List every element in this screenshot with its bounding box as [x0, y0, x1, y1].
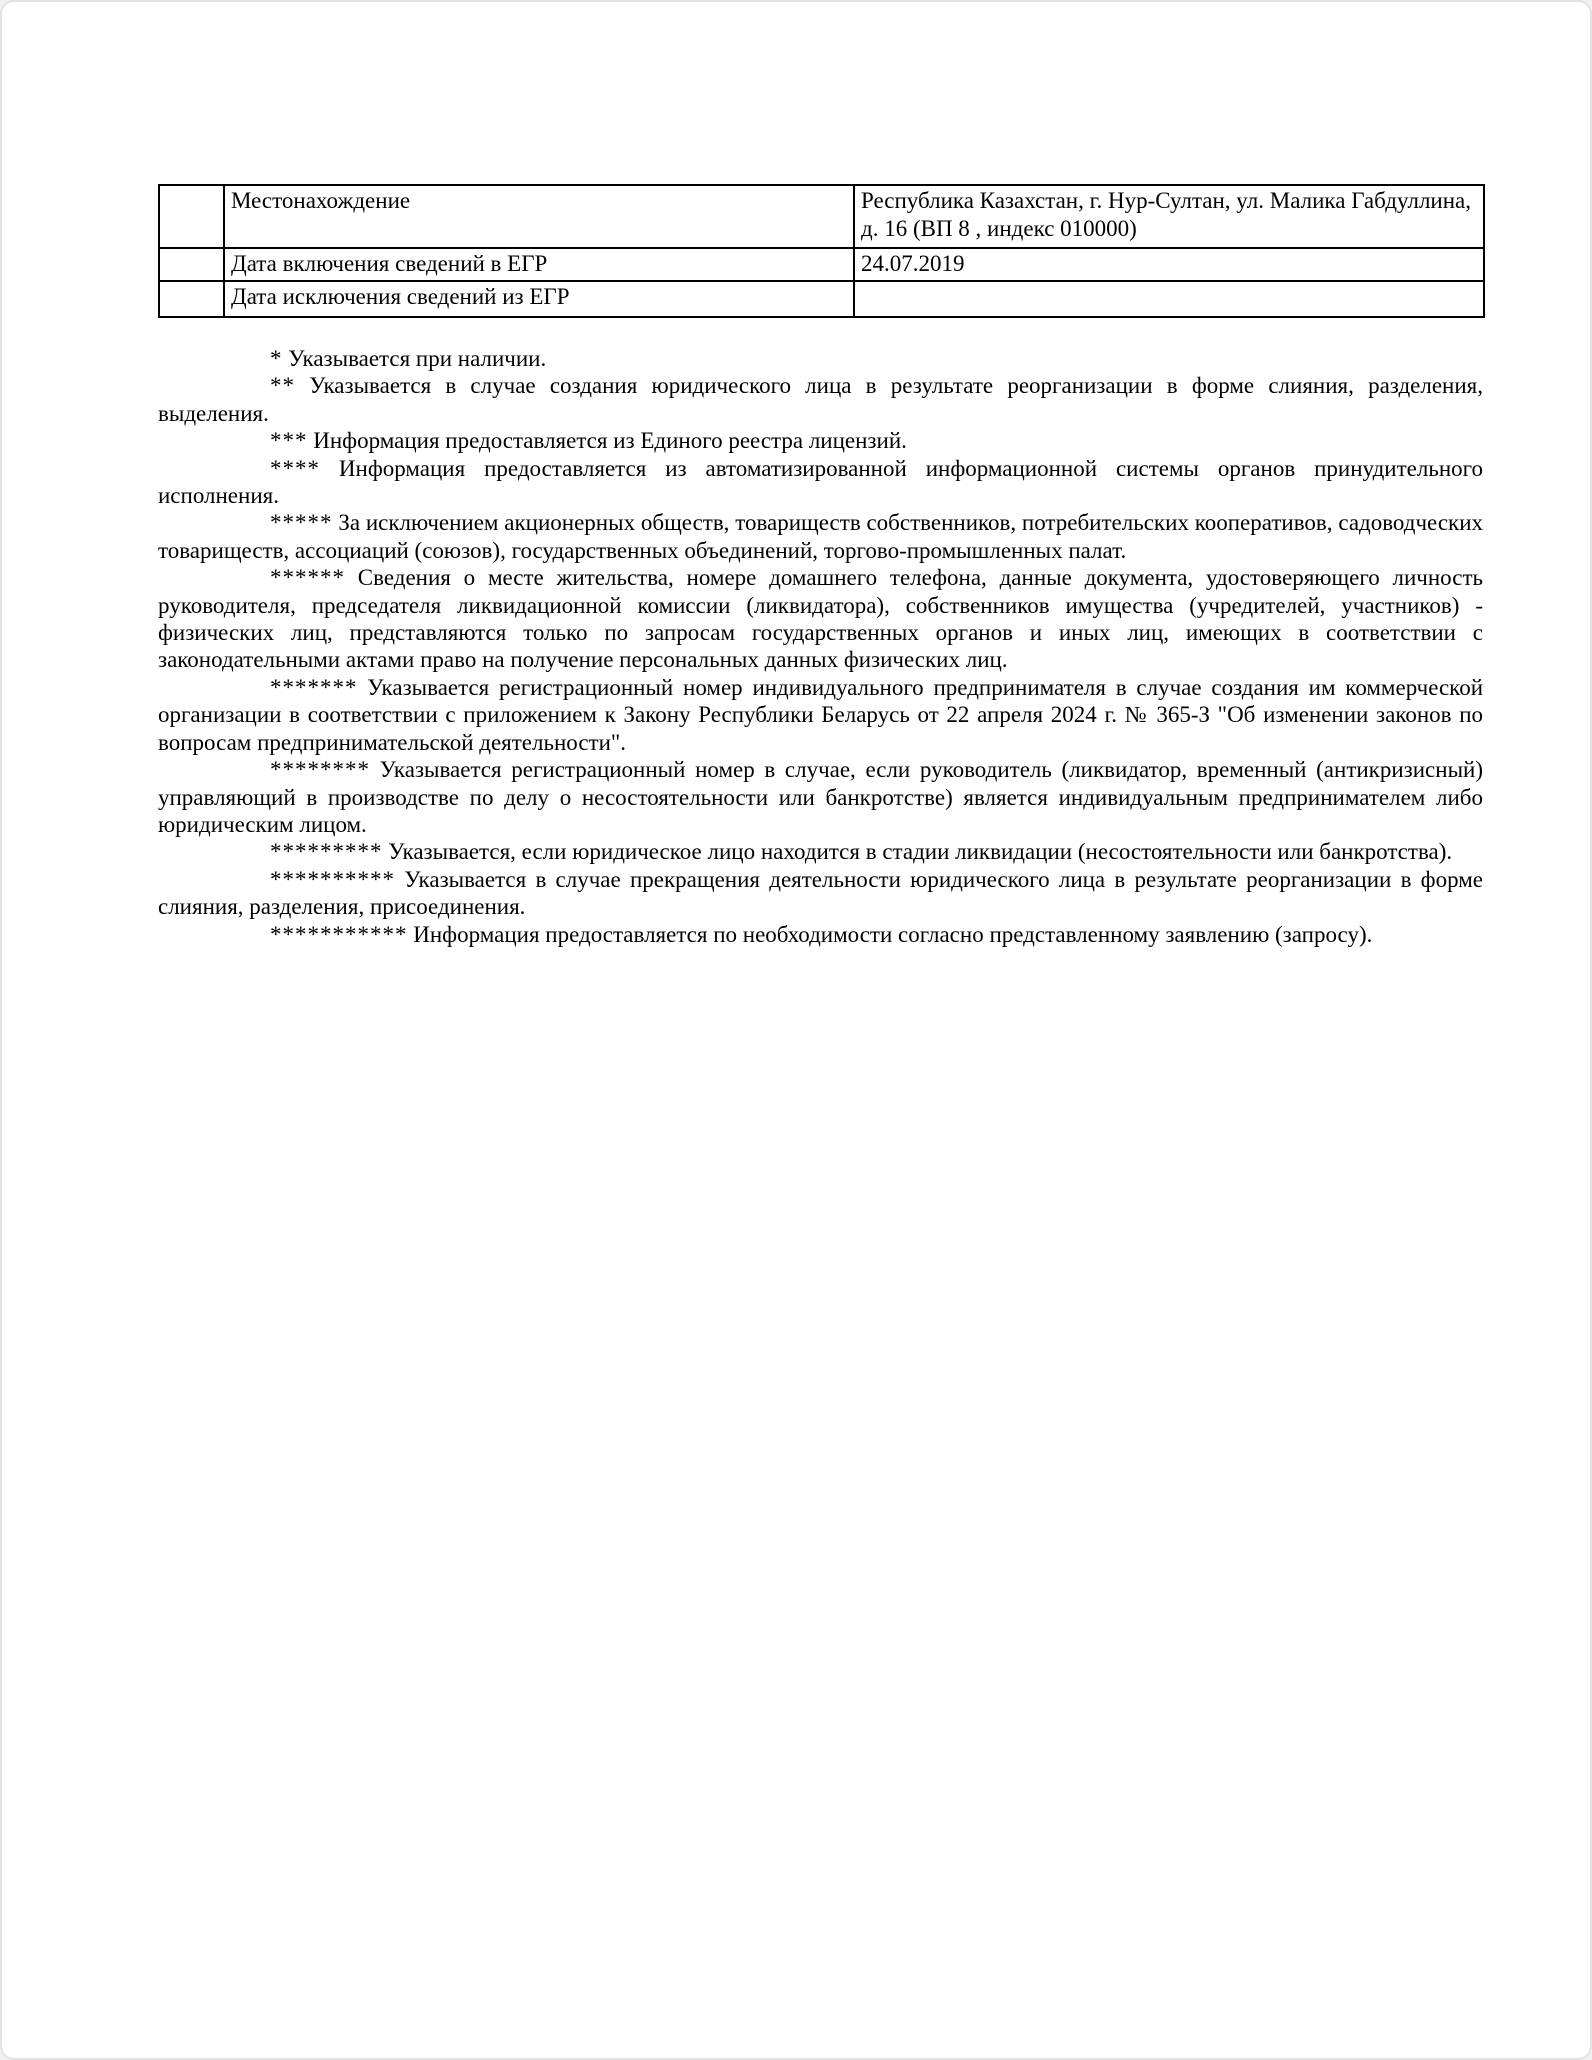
footnote-marker: *********** — [270, 921, 408, 947]
footnote-marker: ******* — [270, 674, 358, 700]
footnote-text: За исключением акционерных обществ, товариществ собственников, потребительских кооперативов, садоводческих товариществ, ассоциаций (союзов), государственных объединений, торгово-промышленных палат. — [158, 510, 1484, 563]
field-label-cell: Местонахождение — [224, 185, 854, 248]
footnote-marker: *** — [270, 428, 308, 454]
footnote-text: Указывается в случае создания юридического лица в результате реорганизации в форме слияния, разделения, выделения. — [158, 373, 1484, 426]
row-index-cell — [159, 185, 224, 248]
footnote-marker: ******** — [270, 757, 370, 783]
footnote-item — [158, 345, 1483, 372]
footnote-text: Указывается при наличии. — [288, 346, 547, 371]
table-row-location — [159, 185, 1484, 248]
footnote-text: Указывается регистрационный номер индивидуального предпринимателя в случае создания им коммерческой организации в соответствии с приложением к Закону Республики Беларусь от 22 апреля 2024 г. № 365-З "Об изменении законов по вопросам предпринимательской деятельности". — [158, 674, 1483, 755]
footnotes-section — [158, 345, 1483, 948]
registry-details-table — [158, 184, 1485, 318]
footnote-text: Информация предоставляется по необходимости согласно представленному заявлению (запросу). — [413, 921, 1373, 947]
footnote-marker: * — [270, 346, 283, 371]
row-index-cell — [159, 248, 224, 281]
footnote-item — [158, 509, 1483, 564]
footnote-item — [158, 866, 1483, 921]
table-row-egr-exclusion-date — [159, 281, 1484, 317]
field-value-cell — [854, 281, 1484, 317]
field-label-cell: Дата исключения сведений из ЕГР — [224, 281, 854, 317]
field-value-cell: 24.07.2019 — [854, 248, 1484, 281]
footnote-marker: ********** — [270, 866, 395, 892]
footnote-text: Указывается в случае прекращения деятельности юридического лица в результате реорганизации в форме слияния, разделения, присоединения. — [158, 866, 1484, 920]
footnote-marker: ********* — [270, 839, 383, 865]
footnote-item — [158, 427, 1483, 454]
footnote-marker: ****** — [270, 565, 345, 591]
footnote-marker: ***** — [270, 510, 333, 536]
footnote-item — [158, 455, 1483, 510]
footnote-item — [158, 372, 1483, 427]
footnote-item — [158, 674, 1483, 756]
footnote-text: Указывается регистрационный номер в случае, если руководитель (ликвидатор, временный (антикризисный) управляющий в производстве по делу о несостоятельности или банкротстве) является индивидуальным предпринимателем либо юридическим лицом. — [158, 757, 1483, 837]
footnote-item — [158, 838, 1483, 865]
footnote-item — [158, 564, 1483, 674]
row-index-cell — [159, 281, 224, 317]
footnote-item — [158, 921, 1483, 948]
footnote-marker: ** — [270, 373, 295, 399]
footnote-text: Информация предоставляется из Единого реестра лицензий. — [313, 428, 907, 454]
footnote-text: Сведения о месте жительства, номере домашнего телефона, данные документа, удостоверяющего личность руководителя, председателя ликвидационной комиссии (ликвидатора), собственников имущества (учредителей, участников) - физических лиц, представляются только по запросам государственных органов и иных лиц, имеющих в соответствии с законодательными актами право на получение персональных данных физических лиц. — [158, 565, 1484, 673]
field-value-cell: Республика Казахстан, г. Нур-Султан, ул. Малика Габдуллина, д. 16 (ВП 8 , индекс 010000) — [854, 185, 1484, 248]
table-row-egr-inclusion-date — [159, 248, 1484, 281]
field-label-cell: Дата включения сведений в ЕГР — [224, 248, 854, 281]
footnote-item — [158, 756, 1483, 838]
footnote-marker: **** — [270, 455, 320, 481]
footnote-text: Информация предоставляется из автоматизированной информационной системы органов принудительного исполнения. — [158, 455, 1483, 509]
footnote-text: Указывается, если юридическое лицо находится в стадии ликвидации (несостоятельности или банкротства). — [388, 839, 1453, 865]
